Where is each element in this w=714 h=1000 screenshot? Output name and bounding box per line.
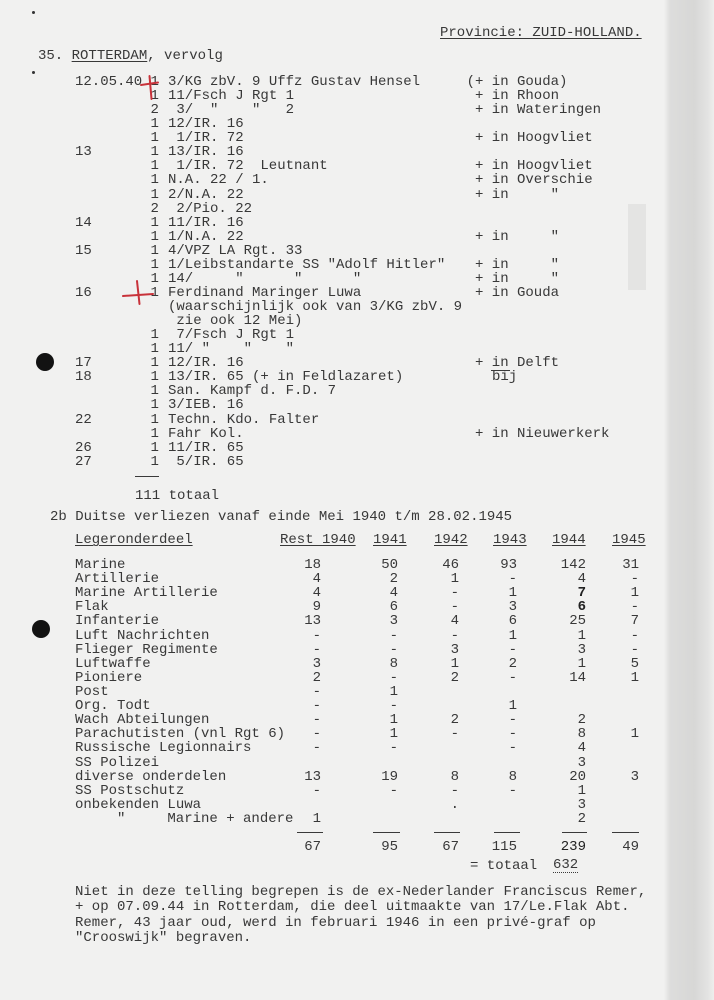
- unit-type-label: Parachutisten (vnl Rgt 6): [75, 726, 286, 743]
- entry-count: 1: [150, 355, 159, 372]
- entry-count: 1: [150, 270, 159, 287]
- entry-unit: 14/ " " ": [168, 270, 362, 287]
- loss-row: [0, 685, 714, 699]
- loss-value: 20: [569, 768, 586, 785]
- entry-unit: Techn. Kdo. Falter: [168, 411, 320, 428]
- entry-location: + in Wateringen: [475, 102, 602, 119]
- loss-value: 2: [508, 655, 517, 672]
- loss-row: [0, 558, 714, 572]
- loss-row: [0, 657, 714, 671]
- total-rule: [494, 832, 520, 833]
- unit-type-label: Pioniere: [75, 669, 143, 686]
- loss-value: 3: [630, 768, 639, 785]
- entry-location: (+ in Gouda): [466, 74, 568, 90]
- entry-row: [0, 328, 714, 342]
- total-rule: [297, 832, 323, 833]
- note-line: Remer, 43 jaar oud, werd in februari 1946 in een privé-graf op: [75, 914, 596, 931]
- loss-value: 4: [312, 585, 321, 602]
- loss-value: -: [450, 726, 459, 743]
- loss-value: 1: [508, 585, 517, 602]
- entry-unit: 1/IR. 72: [176, 130, 244, 147]
- total-rule: [562, 832, 587, 833]
- loss-value: 1: [508, 698, 517, 715]
- column-header-year: 1943: [493, 532, 527, 548]
- province-heading: Provincie: ZUID-HOLLAND.: [440, 25, 642, 41]
- loss-row: [0, 699, 714, 713]
- entry-count: 1: [150, 242, 159, 259]
- entry-location: + in Nieuwerkerk: [475, 425, 610, 442]
- entry-unit: 11/IR. 65: [168, 439, 244, 456]
- loss-value: -: [508, 641, 517, 658]
- entry-row: [0, 145, 714, 159]
- unit-type-label: Marine: [75, 557, 126, 573]
- loss-value: 8: [389, 655, 398, 672]
- total-count: 111: [135, 488, 161, 504]
- unit-type-label: Artillerie: [75, 571, 160, 588]
- loss-row: [0, 812, 714, 826]
- entry-date: 13: [75, 144, 92, 161]
- total-label: totaal: [168, 488, 220, 504]
- loss-value: -: [508, 571, 517, 588]
- entry-count: 1: [150, 397, 159, 414]
- entry-unit: 11/Fsch J Rgt 1: [168, 88, 295, 105]
- unit-type-label: Marine Artillerie: [75, 585, 218, 602]
- entry-row: [0, 314, 714, 328]
- rotterdam-entry-list: [0, 75, 714, 469]
- entry-unit: 13/IR. 65 (+ in Feldlazaret): [168, 369, 404, 386]
- column-header-year: 1944: [552, 532, 586, 548]
- loss-row: [0, 643, 714, 657]
- entry-count: 1: [150, 74, 159, 90]
- entry-row: [0, 455, 714, 469]
- entry-row: [0, 216, 714, 230]
- column-total: 67: [442, 839, 459, 855]
- entry-row: [0, 342, 714, 356]
- loss-row: [0, 741, 714, 755]
- loss-value: 3: [312, 655, 321, 672]
- entry-row: [0, 103, 714, 117]
- loss-value: -: [508, 782, 517, 799]
- loss-value: -: [389, 669, 398, 686]
- entry-location: + in ": [475, 256, 560, 273]
- total-rule: [434, 832, 460, 833]
- loss-value: 13: [304, 613, 321, 630]
- loss-row: [0, 756, 714, 770]
- entry-date: 18: [75, 369, 92, 386]
- loss-value: -: [389, 641, 398, 658]
- entry-row: [0, 427, 714, 441]
- entry-location: + in ": [475, 228, 560, 245]
- correction-underline: [491, 370, 510, 371]
- loss-value: 4: [389, 585, 398, 602]
- loss-value: 3: [450, 641, 459, 658]
- loss-value: 1: [312, 810, 321, 827]
- entry-count: 1: [150, 158, 159, 175]
- entry-location: + in ": [475, 186, 560, 203]
- column-total: 239: [560, 839, 586, 855]
- entry-row: [0, 244, 714, 258]
- unit-type-label: Org. Todt: [75, 698, 151, 715]
- entry-count: 1: [150, 88, 159, 105]
- entry-date: 26: [75, 439, 92, 456]
- column-total: 67: [304, 839, 321, 855]
- loss-value: -: [312, 641, 321, 658]
- note-line: Niet in deze telling begrepen is de ex-Nederlander Franciscus Remer,: [75, 884, 647, 900]
- loss-value: 5: [630, 655, 639, 672]
- entry-count: 1: [150, 228, 159, 245]
- loss-value: 1: [577, 627, 586, 644]
- loss-value: -: [389, 740, 398, 757]
- loss-value: -: [312, 782, 321, 799]
- rotterdam-total: [135, 489, 219, 503]
- entry-unit: San. Kampf d. F.D. 7: [168, 383, 337, 400]
- loss-value: 3: [389, 613, 398, 630]
- loss-value: 3: [508, 599, 517, 616]
- entry-count: 1: [150, 130, 159, 147]
- entry-location: + in Delft: [475, 355, 560, 372]
- loss-value: 1: [577, 655, 586, 672]
- loss-value: 31: [622, 557, 639, 573]
- entry-row: [0, 300, 714, 314]
- loss-value: 7: [577, 585, 586, 602]
- loss-row: [0, 600, 714, 614]
- loss-value: 1: [630, 669, 639, 686]
- loss-value: -: [389, 698, 398, 715]
- entry-unit: 11/IR. 16: [168, 214, 244, 231]
- entry-unit: N.A. 22 / 1.: [168, 172, 269, 189]
- losses-totals-row: [0, 840, 714, 854]
- section-suffix: , vervolg: [147, 48, 223, 64]
- loss-value: 1: [450, 655, 459, 672]
- loss-value: -: [450, 585, 459, 602]
- unit-type-label: Post: [75, 683, 109, 700]
- loss-value: -: [312, 698, 321, 715]
- entry-row: [0, 258, 714, 272]
- entry-row: [0, 173, 714, 187]
- loss-value: -: [508, 740, 517, 757]
- loss-value: 6: [577, 599, 586, 616]
- entry-unit: 12/IR. 16: [168, 116, 244, 133]
- entry-unit: 5/IR. 65: [176, 453, 244, 470]
- column-header-unit-type: Legeronderdeel: [75, 532, 193, 548]
- entry-count: 1: [150, 453, 159, 470]
- entry-count: 1: [150, 172, 159, 189]
- loss-value: 2: [450, 712, 459, 729]
- loss-value: -: [508, 726, 517, 743]
- loss-value: 1: [630, 585, 639, 602]
- city-name: ROTTERDAM: [71, 48, 148, 64]
- entry-location: bij: [492, 369, 518, 386]
- note-line: + op 07.09.44 in Rotterdam, die deel uitmaakte van 17/Le.Flak Abt.: [75, 899, 630, 916]
- loss-value: 25: [569, 613, 586, 630]
- loss-value: -: [630, 571, 639, 588]
- entry-date: 27: [75, 453, 92, 470]
- column-header-year: Rest 1940: [280, 532, 356, 548]
- unit-type-label: Russische Legionnairs: [75, 740, 252, 757]
- column-total: 115: [491, 839, 517, 855]
- entry-unit: 7/Fsch J Rgt 1: [176, 327, 295, 344]
- loss-row: [0, 572, 714, 586]
- entry-row: [0, 441, 714, 455]
- loss-row: [0, 727, 714, 741]
- loss-value: -: [508, 669, 517, 686]
- loss-value: 1: [630, 726, 639, 743]
- loss-value: 50: [381, 557, 398, 573]
- loss-value: 2: [312, 669, 321, 686]
- loss-value: 7: [630, 613, 639, 630]
- loss-value: 8: [508, 768, 517, 785]
- section-heading: [38, 49, 223, 63]
- loss-row: [0, 586, 714, 600]
- entry-count: 1: [150, 284, 159, 301]
- entry-date: 16: [75, 284, 92, 301]
- losses-table-body: [0, 558, 714, 826]
- entry-row: [0, 370, 714, 384]
- loss-row: [0, 784, 714, 798]
- loss-value: 2: [389, 571, 398, 588]
- entry-unit: zie ook 12 Mei): [176, 313, 303, 330]
- loss-value: -: [630, 599, 639, 616]
- entry-unit: 2/N.A. 22: [168, 186, 244, 203]
- column-header-year: 1945: [612, 532, 646, 548]
- loss-value: -: [508, 712, 517, 729]
- unit-type-label: SS Postschutz: [75, 782, 185, 799]
- entry-count: 1: [150, 439, 159, 456]
- entry-unit: Ferdinand Maringer Luwa: [168, 284, 362, 301]
- entry-date: 15: [75, 242, 92, 259]
- entry-row: [0, 356, 714, 370]
- loss-value: 14: [569, 669, 586, 686]
- entry-date: 12.05.40: [75, 74, 143, 90]
- loss-value: 9: [312, 599, 321, 616]
- loss-value: -: [312, 627, 321, 644]
- entry-date: 14: [75, 214, 92, 231]
- unit-type-label: Luft Nachrichten: [75, 627, 210, 644]
- loss-value: 4: [312, 571, 321, 588]
- footnote-paragraph: [75, 885, 646, 946]
- loss-value: 6: [508, 613, 517, 630]
- entry-unit: (waarschijnlijk ook van 3/KG zbV. 9: [168, 299, 463, 315]
- entry-unit: 4/VPZ LA Rgt. 33: [168, 242, 303, 259]
- section-number: 35.: [38, 48, 64, 64]
- entry-location: + in Hoogvliet: [475, 158, 593, 175]
- loss-value: -: [630, 627, 639, 644]
- unit-type-label: Flak: [75, 599, 109, 616]
- entry-count: 1: [150, 383, 159, 400]
- loss-value: 4: [577, 571, 586, 588]
- loss-value: 3: [577, 641, 586, 658]
- entry-unit: 2/Pio. 22: [176, 200, 253, 217]
- entry-count: 2: [150, 200, 159, 217]
- grand-total-value: 632: [553, 857, 579, 873]
- loss-value: 1: [450, 571, 459, 588]
- entry-row: [0, 398, 714, 412]
- loss-value: .: [450, 796, 459, 813]
- loss-value: -: [630, 641, 639, 658]
- loss-value: 19: [381, 768, 398, 785]
- loss-value: 3: [577, 796, 586, 813]
- entry-unit: 3/ " " 2: [176, 102, 295, 119]
- loss-value: 2: [577, 810, 586, 827]
- entry-unit: 11/ " " ": [168, 341, 295, 358]
- loss-value: 1: [389, 683, 398, 700]
- losses-section-title: 2b Duitse verliezen vanaf einde Mei 1940 t/m 28.02.1945: [50, 509, 513, 525]
- loss-row: [0, 629, 714, 643]
- entry-row: [0, 286, 714, 300]
- entry-unit: Fahr Kol.: [168, 425, 244, 442]
- loss-row: [0, 770, 714, 784]
- entry-row: [0, 188, 714, 202]
- loss-value: 1: [389, 726, 398, 743]
- loss-value: 8: [577, 726, 586, 743]
- loss-value: 3: [577, 754, 586, 771]
- sum-rule: [135, 476, 159, 477]
- entry-unit: 13/IR. 16: [168, 144, 244, 161]
- unit-type-label: diverse onderdelen: [75, 768, 227, 785]
- loss-value: 13: [304, 768, 321, 785]
- entry-row: [0, 230, 714, 244]
- column-total: 95: [381, 839, 398, 855]
- loss-value: 1: [508, 627, 517, 644]
- loss-value: -: [312, 712, 321, 729]
- entry-row: [0, 202, 714, 216]
- paper-speck: [32, 71, 35, 74]
- note-line: "Crooswijk" begraven.: [75, 929, 252, 946]
- paper-speck: [32, 11, 35, 14]
- loss-value: 6: [389, 599, 398, 616]
- unit-type-label: Luftwaffe: [75, 655, 151, 672]
- total-rule: [612, 832, 639, 833]
- loss-value: 8: [450, 768, 459, 785]
- loss-value: 46: [442, 557, 459, 573]
- entry-location: + in Rhoon: [475, 88, 560, 105]
- entry-unit: 3/KG zbV. 9 Uffz Gustav Hensel: [168, 74, 421, 90]
- loss-row: [0, 798, 714, 812]
- entry-location: + in Gouda: [475, 284, 560, 301]
- entry-unit: 1/Leibstandarte SS "Adolf Hitler": [168, 256, 446, 273]
- loss-value: 142: [560, 557, 586, 573]
- entry-count: 2: [150, 102, 159, 119]
- total-rule: [373, 832, 400, 833]
- entry-count: 1: [150, 186, 159, 203]
- loss-value: -: [312, 740, 321, 757]
- column-total: 49: [622, 839, 639, 855]
- entry-row: [0, 131, 714, 145]
- column-header-year: 1941: [373, 532, 407, 548]
- loss-value: -: [389, 627, 398, 644]
- loss-row: [0, 713, 714, 727]
- loss-value: 93: [500, 557, 517, 573]
- entry-date: 22: [75, 411, 92, 428]
- entry-row: [0, 413, 714, 427]
- entry-unit: 12/IR. 16: [168, 355, 244, 372]
- loss-value: 1: [577, 782, 586, 799]
- grand-total-label: = totaal: [470, 858, 538, 874]
- entry-row: [0, 75, 714, 89]
- loss-row: [0, 671, 714, 685]
- unit-type-label: Wach Abteilungen: [75, 712, 210, 729]
- loss-value: -: [450, 599, 459, 616]
- loss-value: -: [312, 683, 321, 700]
- entry-row: [0, 384, 714, 398]
- loss-row: [0, 614, 714, 628]
- entry-row: [0, 159, 714, 173]
- unit-type-label: " Marine + andere: [117, 810, 294, 827]
- entry-row: [0, 272, 714, 286]
- entry-row: [0, 117, 714, 131]
- unit-type-label: Infanterie: [75, 613, 160, 630]
- entry-unit: 1/IR. 72 Leutnant: [176, 158, 328, 175]
- loss-value: 4: [577, 740, 586, 757]
- entry-count: 1: [150, 425, 159, 442]
- entry-count: 1: [150, 369, 159, 386]
- entry-row: [0, 89, 714, 103]
- column-header-year: 1942: [434, 532, 468, 548]
- unit-type-label: Flieger Regimente: [75, 641, 218, 658]
- loss-value: -: [450, 782, 459, 799]
- entry-count: 1: [150, 144, 159, 161]
- entry-location: + in Overschie: [475, 172, 593, 189]
- entry-count: 1: [150, 214, 159, 231]
- loss-value: -: [312, 726, 321, 743]
- entry-unit: 1/N.A. 22: [168, 228, 244, 245]
- loss-value: 1: [389, 712, 398, 729]
- loss-value: -: [450, 627, 459, 644]
- unit-type-label: SS Polizei: [75, 754, 160, 771]
- entry-unit: 3/IEB. 16: [168, 397, 244, 414]
- loss-value: 2: [577, 712, 586, 729]
- entry-count: 1: [150, 116, 159, 133]
- loss-value: 18: [304, 557, 321, 573]
- losses-table-header: [0, 533, 714, 547]
- entry-count: 1: [150, 411, 159, 428]
- entry-count: 1: [150, 341, 159, 358]
- entry-location: + in Hoogvliet: [475, 130, 593, 147]
- unit-type-label: onbekenden Luwa: [75, 796, 202, 813]
- loss-value: 4: [450, 613, 459, 630]
- loss-value: 2: [450, 669, 459, 686]
- loss-value: -: [389, 782, 398, 799]
- entry-count: 1: [150, 327, 159, 344]
- entry-date: 17: [75, 355, 92, 372]
- entry-count: 1: [150, 256, 159, 273]
- entry-location: + in ": [475, 270, 560, 287]
